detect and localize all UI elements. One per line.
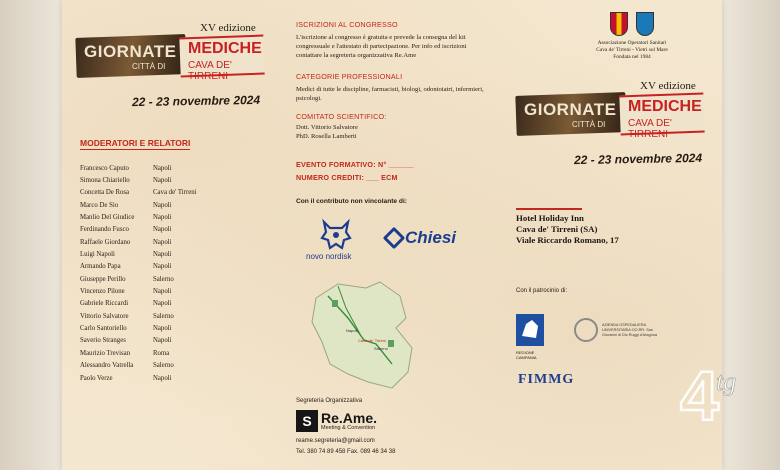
reame-icon: S — [296, 410, 318, 432]
reame-brand: Re.Ame. — [321, 410, 378, 426]
moderator-row — [80, 211, 260, 223]
regione-campania-logo — [516, 314, 544, 360]
event-dates: 22 - 23 novembre 2024 — [131, 92, 261, 110]
moderator-name: Giuseppe Perillo — [80, 275, 126, 283]
vietri-crest-icon — [636, 12, 654, 36]
iscrizioni-section — [296, 20, 492, 60]
event-banner — [76, 22, 266, 90]
chiesi-logo — [386, 228, 456, 248]
regione-label: REGIONE CAMPANIA — [516, 350, 537, 360]
moderator-name: Vittorio Salvatore — [80, 312, 129, 320]
edition-label: XV edizione — [640, 80, 696, 92]
moderator-city: Salerno — [153, 362, 174, 370]
moderator-city: Napoli — [153, 164, 172, 172]
aou-emblem-icon — [574, 318, 598, 342]
numero-crediti: NUMERO CREDITI: ___ ECM — [296, 173, 398, 182]
comitato-section — [296, 112, 492, 141]
comitato-member: Dott. Vittorio Salvatore — [296, 124, 358, 131]
moderator-city: Napoli — [153, 177, 172, 185]
moderator-city: Napoli — [153, 325, 172, 333]
reame-contacts — [296, 436, 395, 458]
categorie-section — [296, 72, 492, 103]
chiesi-mark-icon — [383, 227, 406, 250]
moderator-row — [80, 372, 260, 384]
reame-sub: Meeting & Convention — [321, 425, 376, 431]
moderator-row — [80, 187, 260, 199]
svg-text:4: 4 — [680, 357, 719, 435]
moderator-name: Maurizio Trevisan — [80, 349, 131, 357]
reame-email: reame.segreteria@gmail.com — [296, 438, 375, 444]
4tg-watermark-logo — [670, 350, 770, 446]
sponsors-heading: Con il contributo non vincolante di: — [296, 198, 407, 205]
moderator-name: Simona Chiariello — [80, 177, 130, 185]
moderator-city: Salerno — [153, 312, 174, 320]
venue-block — [516, 208, 619, 246]
event-banner-right — [516, 80, 706, 148]
moderator-city: Cava de' Tirreni — [153, 189, 197, 197]
moderator-city: Napoli — [153, 214, 172, 222]
moderator-row — [80, 285, 260, 297]
moderator-row — [80, 335, 260, 347]
reame-phones: Tel. 380 74 89 458 Fax. 089 46 34 38 — [296, 449, 396, 455]
title-giornate: GIORNATE — [524, 100, 617, 119]
chiesi-label: Chiesi — [405, 228, 457, 247]
venue-city: Cava de' Tirreni (SA) — [516, 224, 598, 234]
moderator-name: Saverio Stranges — [80, 337, 126, 345]
moderator-city: Napoli — [153, 251, 172, 259]
brochure — [62, 0, 722, 470]
moderator-name: Concetta De Rosa — [80, 189, 130, 197]
novo-nordisk-logo — [302, 218, 374, 264]
moderator-row — [80, 261, 260, 273]
moderator-city: Napoli — [153, 263, 172, 271]
event-dates-right: 22 - 23 novembre 2024 — [573, 150, 703, 168]
evento-section — [296, 160, 492, 182]
apis-bull-icon — [316, 218, 356, 252]
panel-left — [62, 0, 280, 470]
moderator-row — [80, 248, 260, 260]
panel-middle — [282, 0, 500, 470]
iscrizioni-text: L'iscrizione al congresso è gratuita e prevede la consegna del kit congressuale e l'attestato di partecipazione. Per info ed iscrizioni contattare la segreteria organizzativa Re.Ame — [296, 34, 467, 59]
moderator-city: Napoli — [153, 300, 172, 308]
venue-address: Viale Riccardo Romano, 17 — [516, 235, 619, 245]
edition-label: XV edizione — [200, 22, 256, 34]
moderator-row — [80, 347, 260, 359]
association-towns: Cava de' Tirreni - Vietri sul Mare — [596, 47, 668, 53]
left-background — [0, 0, 62, 470]
moderator-row — [80, 322, 260, 334]
title-place: CAVA DE' TIRRENI — [628, 118, 672, 140]
moderator-name: Alessandro Vatrella — [80, 362, 134, 370]
title-citta: CITTÀ DI — [132, 62, 166, 71]
title-mediche: MEDICHE — [188, 40, 262, 57]
moderator-name: Vincenzo Pilone — [80, 288, 125, 296]
aou-logo — [574, 318, 668, 342]
moderator-row — [80, 298, 260, 310]
moderator-row — [80, 224, 260, 236]
evento-formativo: EVENTO FORMATIVO: N° ______ — [296, 160, 414, 169]
association-name: Associazione Operatori Sanitari — [597, 40, 667, 46]
title-mediche: MEDICHE — [628, 98, 702, 115]
categorie-text: Medici di tutte le discipline, farmacisti, biologi, odontoiatri, infermieri, psicologi. — [296, 86, 484, 102]
patronage-heading: Con il patrocinio di: — [516, 288, 568, 294]
moderator-row — [80, 199, 260, 211]
moderator-city: Napoli — [153, 288, 172, 296]
association-block — [562, 12, 702, 61]
reame-logo — [296, 410, 377, 432]
moderator-city: Napoli — [153, 226, 172, 234]
venue-divider — [516, 208, 582, 210]
moderator-city: Salerno — [153, 275, 174, 283]
novo-nordisk-label: novo nordisk — [306, 252, 352, 261]
moderator-name: Raffaele Giordano — [80, 238, 131, 246]
regione-crest-icon — [518, 316, 542, 344]
moderator-row — [80, 236, 260, 248]
comitato-heading: COMITATO SCIENTIFICO: — [296, 112, 387, 121]
association-founded: Fondata nel 1984 — [613, 54, 651, 60]
moderator-city: Napoli — [153, 337, 172, 345]
moderator-city: Napoli — [153, 238, 172, 246]
moderator-row — [80, 273, 260, 285]
tg-label: tg — [716, 367, 737, 396]
moderator-name: Marco De Sio — [80, 201, 119, 209]
moderators-list — [80, 162, 260, 384]
map-label-napoli: Napoli — [346, 328, 358, 333]
iscrizioni-heading: ISCRIZIONI AL CONGRESSO — [296, 20, 398, 29]
moderator-name: Francesco Caputo — [80, 164, 129, 172]
moderator-name: Paolo Verze — [80, 374, 113, 382]
map-label-cava: Cava de' Tirreni — [358, 338, 386, 343]
comitato-member: PhD. Rosella Lamberti — [296, 133, 357, 140]
moderator-city: Roma — [153, 349, 170, 357]
title-place: CAVA DE' TIRRENI — [188, 60, 232, 82]
venue-hotel: Hotel Holiday Inn — [516, 213, 584, 223]
moderator-row — [80, 360, 260, 372]
title-citta: CITTÀ DI — [572, 120, 606, 129]
aou-label: AZIENDA OSPEDALIERA UNIVERSITARIA OO.RR. San Giovanni di Dio Ruggi d'Aragona — [602, 322, 657, 337]
moderator-row — [80, 174, 260, 186]
moderator-city: Napoli — [153, 201, 172, 209]
moderators-heading: MODERATORI E RELATORI — [80, 138, 191, 148]
moderator-name: Gabriele Riccardi — [80, 300, 129, 308]
moderator-name: Carlo Santoriello — [80, 325, 127, 333]
categorie-heading: CATEGORIE PROFESSIONALI — [296, 72, 403, 81]
cava-crest-icon — [610, 12, 628, 36]
moderator-name: Manlio Del Giudice — [80, 214, 135, 222]
moderator-row — [80, 162, 260, 174]
road-marker-icon — [332, 300, 338, 307]
moderator-name: Armando Papa — [80, 263, 121, 271]
title-giornate: GIORNATE — [84, 42, 177, 61]
map-label-salerno: Salerno — [374, 346, 388, 351]
road-marker-icon — [388, 340, 394, 347]
moderator-name: Ferdinando Fusco — [80, 226, 129, 234]
moderator-name: Luigi Napoli — [80, 251, 115, 259]
moderator-city: Napoli — [153, 374, 172, 382]
fimmg-logo: FIMMG — [518, 372, 575, 387]
segreteria-heading: Segreteria Organizzativa — [296, 398, 363, 404]
moderator-row — [80, 310, 260, 322]
location-map — [308, 278, 418, 398]
